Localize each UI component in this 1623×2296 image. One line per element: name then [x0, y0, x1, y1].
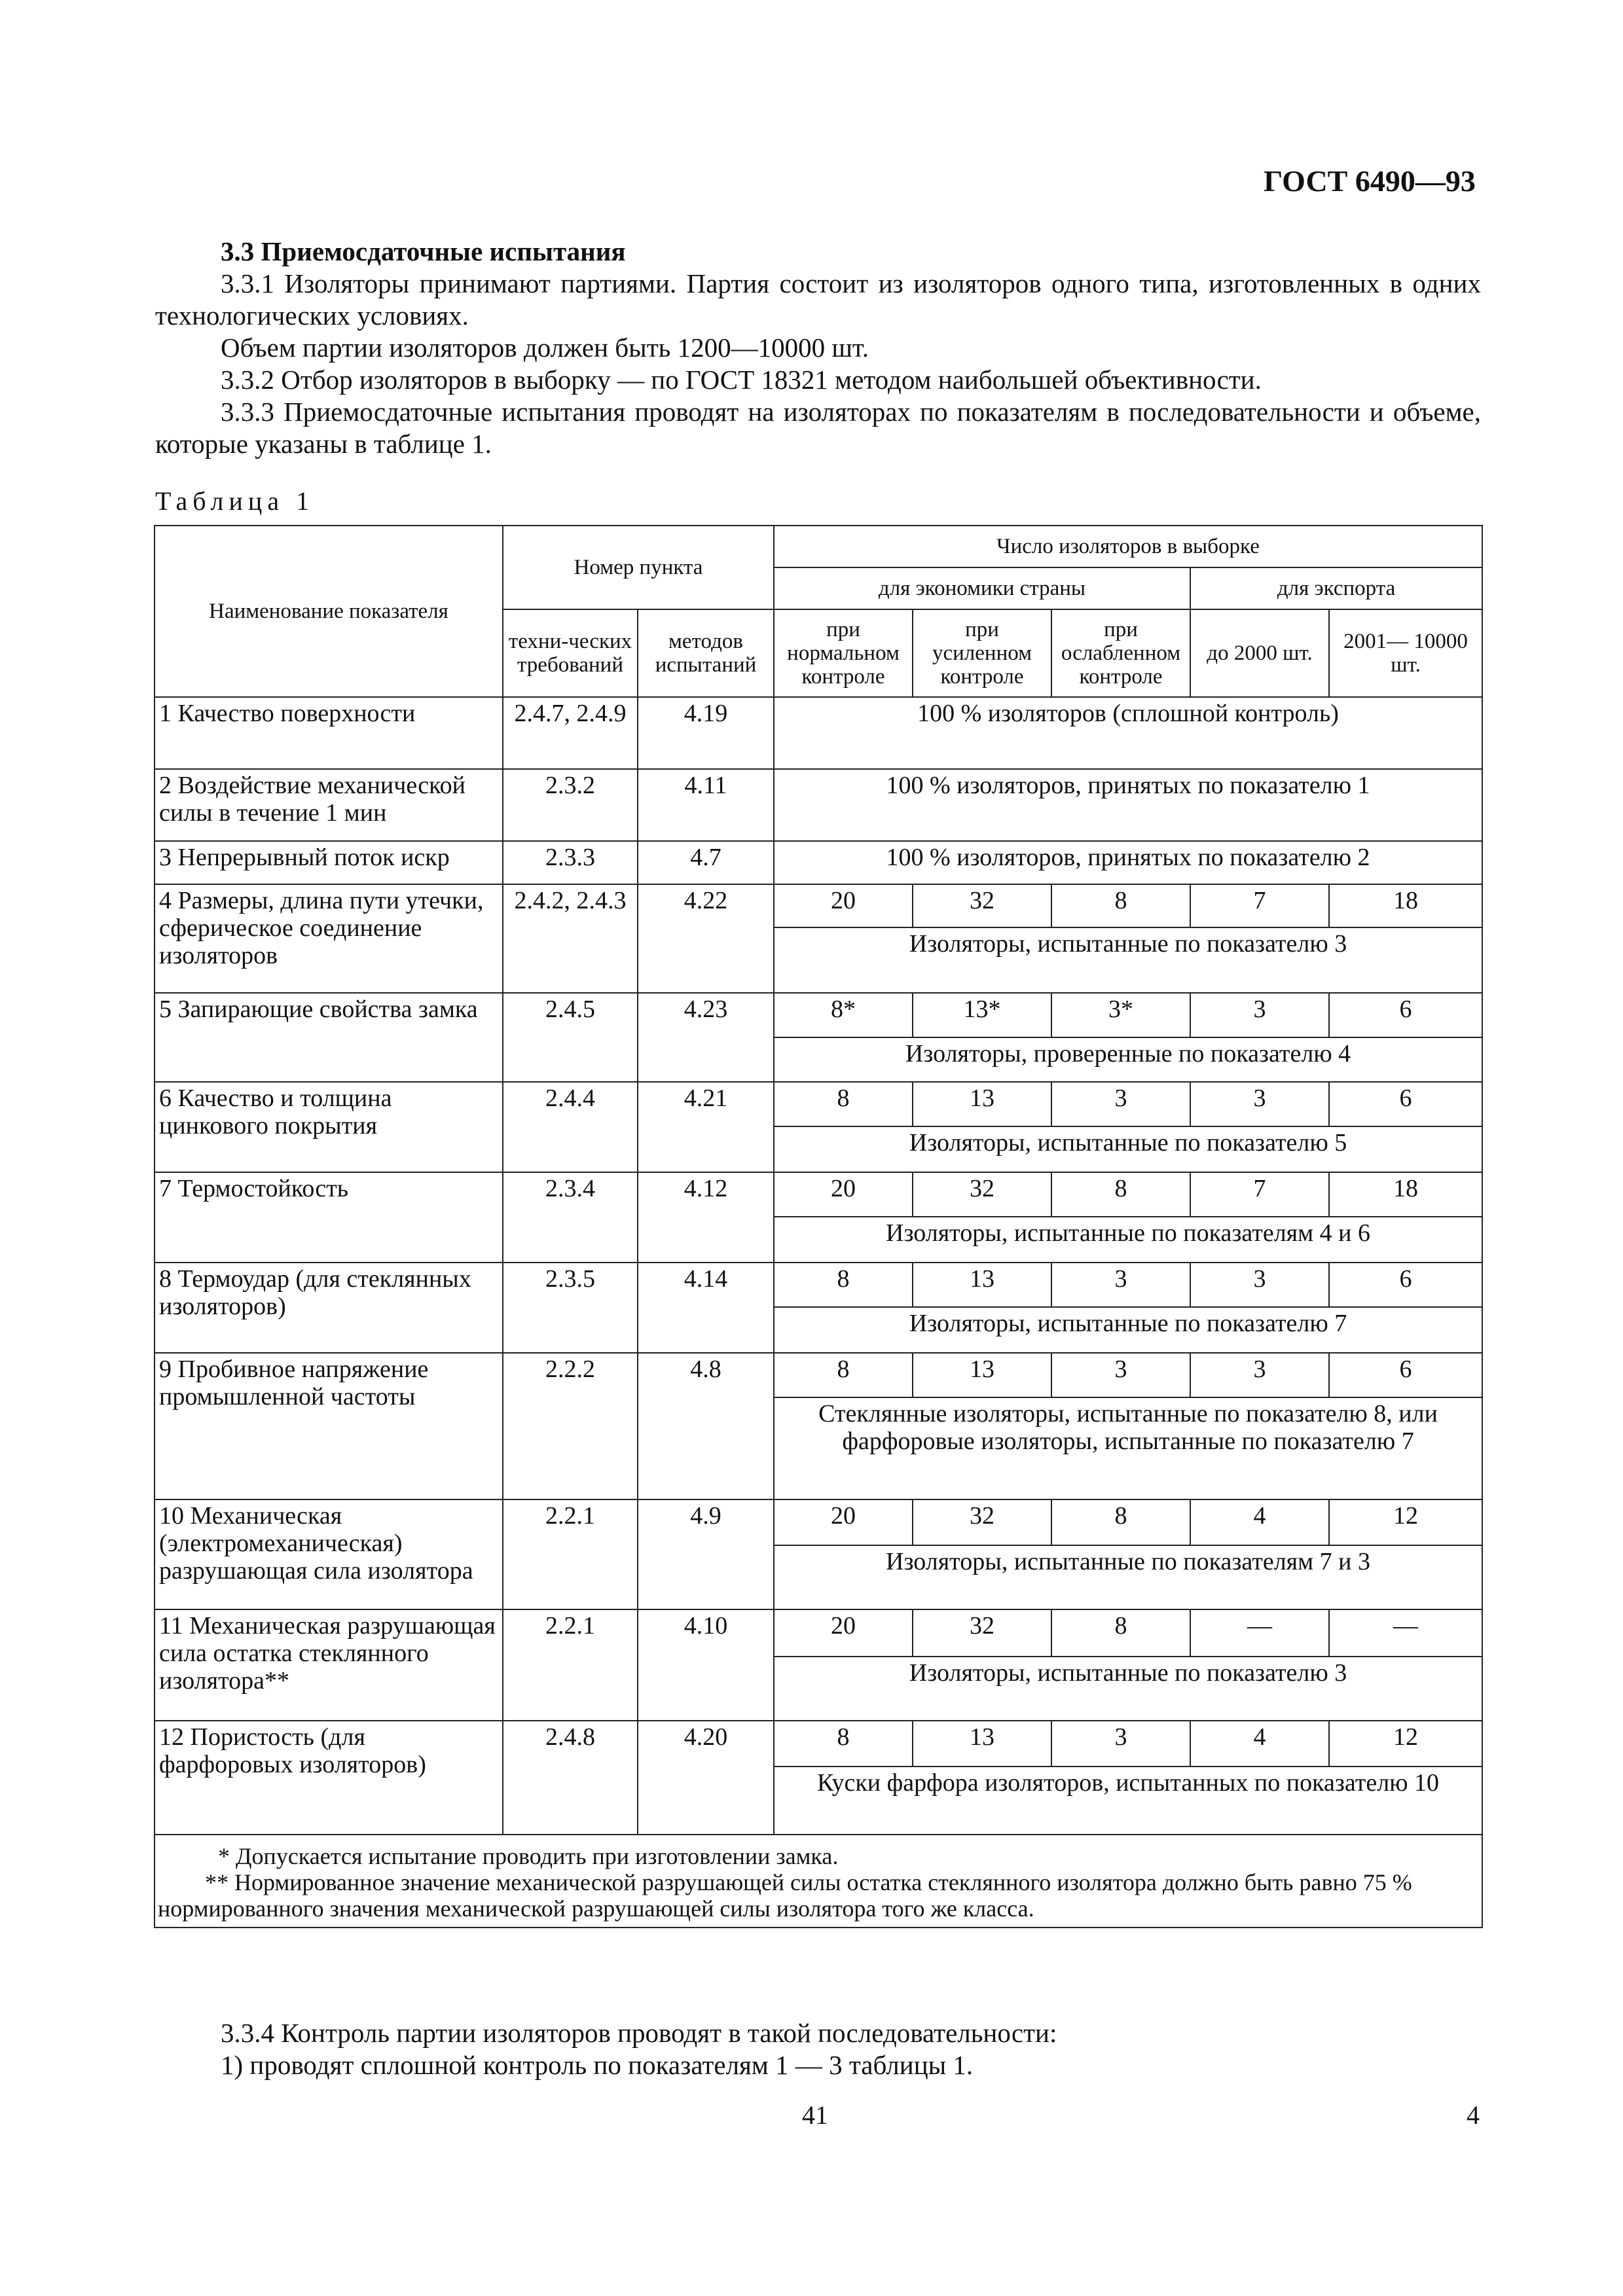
- row-value: 20: [774, 1609, 913, 1657]
- row-note: Стеклянные изоляторы, испытанные по показателю 8, или фарфоровые изоляторы, испытанные по показателю 7: [774, 1397, 1482, 1499]
- row-tech: 2.4.4: [503, 1082, 638, 1172]
- header-clause-number: Номер пункта: [503, 526, 774, 609]
- row-value: 3: [1051, 1353, 1190, 1397]
- row-name: 1 Качество поверхности: [155, 697, 503, 769]
- header-tech-req: техни-ческих требований: [503, 609, 638, 697]
- row-method: 4.21: [638, 1082, 774, 1172]
- document-code: ГОСТ 6490—93: [1264, 164, 1476, 198]
- paragraph-3-3-1: 3.3.1 Изоляторы принимают партиями. Партия состоит из изоляторов одного типа, изготовленных в одних технологических условиях.: [155, 268, 1481, 331]
- row-value: 8: [1051, 1609, 1190, 1657]
- row-value: 18: [1329, 884, 1482, 927]
- row-name: 5 Запирающие свойства замка: [155, 993, 503, 1082]
- row-value: 3: [1051, 1082, 1190, 1126]
- row-note: Изоляторы, испытанные по показателям 4 и 6: [774, 1217, 1482, 1263]
- row-merged: 100 % изоляторов (сплошной контроль): [774, 697, 1482, 769]
- after-table-text: [155, 2017, 1481, 2081]
- header-name: Наименование показателя: [155, 526, 503, 697]
- row-tech: 2.3.5: [503, 1263, 638, 1353]
- paragraph-3-3-4: 3.3.4 Контроль партии изоляторов проводят в такой последовательности:: [221, 2018, 1057, 2048]
- row-value: 4: [1190, 1721, 1329, 1767]
- row-value: 8: [774, 1263, 913, 1307]
- row-note: Изоляторы, испытанные по показателю 5: [774, 1126, 1482, 1172]
- section-heading: 3.3 Приемосдаточные испытания: [221, 236, 626, 266]
- table-row: [155, 697, 1482, 769]
- footnote-2: ** Нормированное значение механической разрушающей силы остатка стеклянного изолятора должно быть равно 75 % нормированного значения механической разрушающей силы изолятора того же класса.: [158, 1869, 1412, 1922]
- row-method: 4.14: [638, 1263, 774, 1353]
- row-value: 20: [774, 1172, 913, 1217]
- header-up-to-2000: до 2000 шт.: [1190, 609, 1329, 697]
- row-tech: 2.3.4: [503, 1172, 638, 1263]
- header-reduced: при ослабленном контроле: [1051, 609, 1190, 697]
- row-note: Изоляторы, испытанные по показателю 3: [774, 1657, 1482, 1721]
- header-sample-count: Число изоляторов в выборке: [774, 526, 1482, 567]
- row-tech: 2.4.8: [503, 1721, 638, 1835]
- row-note: Изоляторы, испытанные по показателям 7 и 3: [774, 1545, 1482, 1609]
- table-row: [155, 1721, 1482, 1767]
- row-value: 18: [1329, 1172, 1482, 1217]
- table-row: [155, 884, 1482, 927]
- row-name: 12 Пористость (для фарфоровых изоляторов): [155, 1721, 503, 1835]
- header-export: для экспорта: [1190, 567, 1482, 609]
- header-from-2001: 2001— 10000 шт.: [1329, 609, 1482, 697]
- section-text: [155, 236, 1481, 460]
- header-test-methods: методов испытаний: [638, 609, 774, 697]
- row-method: 4.23: [638, 993, 774, 1082]
- row-name: 6 Качество и толщина цинкового покрытия: [155, 1082, 503, 1172]
- table-row: [155, 993, 1482, 1037]
- table-row: [155, 1082, 1482, 1126]
- table-footnotes: [155, 1835, 1482, 1928]
- row-value: 13: [913, 1721, 1051, 1767]
- row-value: 13*: [913, 993, 1051, 1037]
- row-value: 3: [1051, 1721, 1190, 1767]
- row-value: 32: [913, 1609, 1051, 1657]
- row-name: 11 Механическая разрушающая сила остатка стеклянного изолятора**: [155, 1609, 503, 1721]
- footnotes-cell: [155, 1835, 1482, 1928]
- row-value: 12: [1329, 1721, 1482, 1767]
- row-tech: 2.4.2, 2.4.3: [503, 884, 638, 993]
- row-value: 8: [1051, 884, 1190, 927]
- row-value: 32: [913, 884, 1051, 927]
- row-value: —: [1190, 1609, 1329, 1657]
- page-number: 41: [802, 2100, 828, 2130]
- row-value: 8: [1051, 1499, 1190, 1545]
- row-value: 3: [1051, 1263, 1190, 1307]
- row-value: 20: [774, 1499, 913, 1545]
- row-method: 4.12: [638, 1172, 774, 1263]
- row-name: 8 Термоудар (для стеклянных изоляторов): [155, 1263, 503, 1353]
- row-tech: 2.2.1: [503, 1499, 638, 1609]
- table-row: [155, 841, 1482, 884]
- row-method: 4.10: [638, 1609, 774, 1721]
- row-method: 4.8: [638, 1353, 774, 1499]
- row-value: 8: [774, 1353, 913, 1397]
- row-value: 13: [913, 1353, 1051, 1397]
- paragraph-batch-volume: Объем партии изоляторов должен быть 1200—10000 шт.: [221, 332, 869, 363]
- row-name: 2 Воздействие механической силы в течение 1 мин: [155, 769, 503, 841]
- row-name: 3 Непрерывный поток искр: [155, 841, 503, 884]
- row-value: 13: [913, 1082, 1051, 1126]
- table-row: [155, 769, 1482, 841]
- row-value: 3: [1190, 1263, 1329, 1307]
- row-tech: 2.3.3: [503, 841, 638, 884]
- row-value: 32: [913, 1172, 1051, 1217]
- row-name: 4 Размеры, длина пути утечки, сферическое соединение изоляторов: [155, 884, 503, 993]
- row-value: 8*: [774, 993, 913, 1037]
- row-value: 3: [1190, 993, 1329, 1037]
- acceptance-tests-table: [154, 525, 1483, 1928]
- row-value: 13: [913, 1263, 1051, 1307]
- table-row: [155, 1172, 1482, 1217]
- row-merged: 100 % изоляторов, принятых по показателю 2: [774, 841, 1482, 884]
- row-note: Изоляторы, проверенные по показателю 4: [774, 1037, 1482, 1082]
- row-note: Куски фарфора изоляторов, испытанных по показателю 10: [774, 1767, 1482, 1835]
- row-value: 6: [1329, 1353, 1482, 1397]
- table-row: [155, 1353, 1482, 1397]
- row-method: 4.9: [638, 1499, 774, 1609]
- row-method: 4.20: [638, 1721, 774, 1835]
- row-value: 8: [1051, 1172, 1190, 1217]
- row-method: 4.19: [638, 697, 774, 769]
- row-tech: 2.4.7, 2.4.9: [503, 697, 638, 769]
- row-name: 9 Пробивное напряжение промышленной частоты: [155, 1353, 503, 1499]
- paragraph-step-1: 1) проводят сплошной контроль по показателям 1 — 3 таблицы 1.: [221, 2050, 974, 2080]
- table-caption: Таблица 1: [155, 486, 315, 516]
- header-tightened: при усиленном контроле: [913, 609, 1051, 697]
- header-normal: при нормальном контроле: [774, 609, 913, 697]
- row-name: 7 Термостойкость: [155, 1172, 503, 1263]
- row-value: 6: [1329, 993, 1482, 1037]
- row-merged: 100 % изоляторов, принятых по показателю 1: [774, 769, 1482, 841]
- row-value: 7: [1190, 884, 1329, 927]
- paragraph-3-3-2: 3.3.2 Отбор изоляторов в выборку — по ГОСТ 18321 методом наибольшей объективности.: [221, 365, 1262, 395]
- row-value: 3: [1190, 1353, 1329, 1397]
- row-value: 6: [1329, 1263, 1482, 1307]
- row-value: —: [1329, 1609, 1482, 1657]
- table-row: [155, 1499, 1482, 1545]
- row-tech: 2.2.1: [503, 1609, 638, 1721]
- table-row: [155, 1263, 1482, 1307]
- table-row: [155, 1609, 1482, 1657]
- row-value: 12: [1329, 1499, 1482, 1545]
- row-value: 4: [1190, 1499, 1329, 1545]
- row-tech: 2.3.2: [503, 769, 638, 841]
- row-value: 8: [774, 1082, 913, 1126]
- row-name: 10 Механическая (электромеханическая) разрушающая сила изолятора: [155, 1499, 503, 1609]
- paragraph-3-3-3: 3.3.3 Приемосдаточные испытания проводят на изоляторах по показателям в последовательности и объеме, которые указаны в таблице 1.: [155, 397, 1481, 459]
- row-method: 4.7: [638, 841, 774, 884]
- footnote-1: * Допускается испытание проводить при изготовлении замка.: [218, 1843, 839, 1869]
- row-value: 6: [1329, 1082, 1482, 1126]
- sheet-number: 4: [1467, 2100, 1480, 2130]
- row-method: 4.11: [638, 769, 774, 841]
- header-domestic: для экономики страны: [774, 567, 1190, 609]
- row-note: Изоляторы, испытанные по показателю 3: [774, 927, 1482, 993]
- row-tech: 2.2.2: [503, 1353, 638, 1499]
- row-value: 7: [1190, 1172, 1329, 1217]
- row-value: 8: [774, 1721, 913, 1767]
- row-value: 20: [774, 884, 913, 927]
- row-note: Изоляторы, испытанные по показателю 7: [774, 1307, 1482, 1353]
- row-value: 3*: [1051, 993, 1190, 1037]
- row-method: 4.22: [638, 884, 774, 993]
- row-value: 3: [1190, 1082, 1329, 1126]
- row-value: 32: [913, 1499, 1051, 1545]
- row-tech: 2.4.5: [503, 993, 638, 1082]
